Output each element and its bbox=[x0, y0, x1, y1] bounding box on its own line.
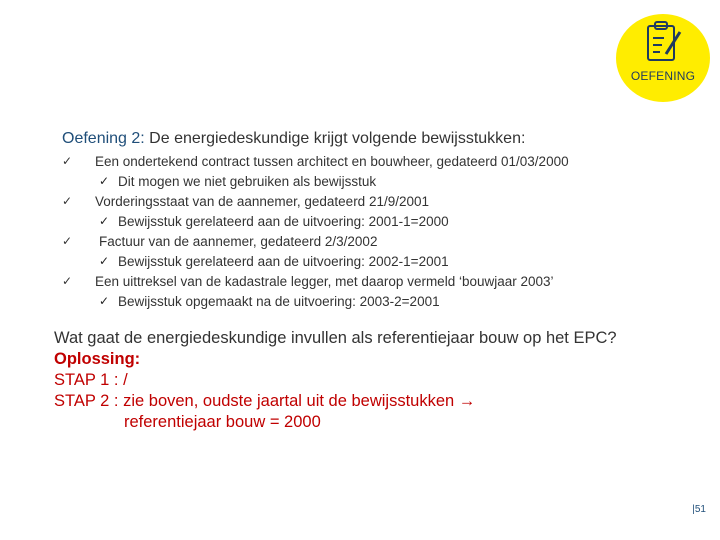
item-text: Een uittreksel van de kadastrale legger, met daarop vermeld ‘bouwjaar 2003’ bbox=[95, 274, 554, 289]
step2-text: STAP 2 : zie boven, oudste jaartal uit de bewijsstukken → bbox=[54, 392, 476, 410]
list-subitem bbox=[62, 172, 702, 192]
question-text: Wat gaat de energiedeskundige invullen als referentiejaar bouw op het EPC? bbox=[54, 329, 617, 347]
oefening-badge bbox=[616, 14, 710, 102]
step1-text: STAP 1 : / bbox=[54, 371, 128, 389]
list-item bbox=[62, 152, 702, 172]
clipboard-pencil-icon bbox=[644, 18, 684, 66]
check-icon: ✓ bbox=[62, 234, 73, 248]
check-icon: ✓ bbox=[62, 194, 73, 208]
check-icon: ✓ bbox=[62, 274, 73, 288]
solution-block bbox=[54, 328, 617, 433]
list-subitem bbox=[62, 252, 702, 272]
item-text: Een ondertekend contract tussen architect en bouwheer, gedateerd 01/03/2000 bbox=[95, 154, 569, 169]
page-number: |51 bbox=[692, 504, 706, 515]
check-icon: ✓ bbox=[99, 294, 110, 308]
check-icon: ✓ bbox=[99, 214, 110, 228]
exercise-text: De energiedeskundige krijgt volgende bewijsstukken: bbox=[144, 130, 526, 147]
check-icon: ✓ bbox=[62, 154, 73, 168]
list-item bbox=[62, 232, 702, 252]
exercise-lead: Oefening 2: bbox=[62, 130, 145, 147]
item-text: Factuur van de aannemer, gedateerd 2/3/2002 bbox=[99, 234, 378, 249]
evidence-list bbox=[62, 152, 702, 312]
check-icon: ✓ bbox=[99, 174, 110, 188]
list-subitem bbox=[62, 212, 702, 232]
subitem-text: Bewijsstuk gerelateerd aan de uitvoering: 2002-1=2001 bbox=[118, 254, 449, 269]
exercise-title bbox=[62, 130, 525, 148]
list-subitem bbox=[62, 292, 702, 312]
answer-text: referentiejaar bouw = 2000 bbox=[124, 413, 321, 431]
list-item bbox=[62, 272, 702, 292]
list-item bbox=[62, 192, 702, 212]
check-icon: ✓ bbox=[99, 254, 110, 268]
solution-label: Oplossing: bbox=[54, 350, 141, 368]
subitem-text: Bewijsstuk opgemaakt na de uitvoering: 2003-2=2001 bbox=[118, 294, 440, 309]
badge-label: OEFENING bbox=[630, 69, 696, 83]
subitem-text: Dit mogen we niet gebruiken als bewijsstuk bbox=[118, 174, 377, 189]
item-text: Vorderingsstaat van de aannemer, gedateerd 21/9/2001 bbox=[95, 194, 429, 209]
subitem-text: Bewijsstuk gerelateerd aan de uitvoering: 2001-1=2000 bbox=[118, 214, 449, 229]
